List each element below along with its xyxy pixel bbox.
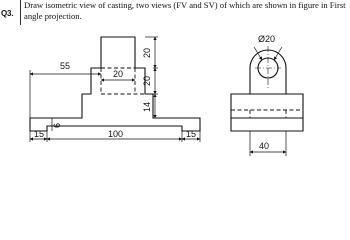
question-number: Q3. — [1, 9, 14, 18]
question-line-2: angle projection. — [24, 10, 82, 21]
dim-diameter-20: Ø20 — [258, 34, 276, 44]
dim-40: 40 — [259, 141, 270, 151]
dim-20-mid: 20 — [142, 75, 152, 86]
side-view-hidden-lines — [231, 110, 303, 118]
dim-15-left: 15 — [34, 129, 45, 139]
side-view — [231, 50, 303, 131]
front-view — [30, 37, 200, 131]
dim-20-top: 20 — [142, 47, 152, 58]
dim-55: 55 — [60, 61, 71, 71]
dim-20-step: 20 — [113, 69, 124, 79]
side-view-base-outline — [231, 94, 303, 131]
dim-14: 14 — [142, 101, 152, 112]
dim-6: 6 — [52, 122, 62, 128]
question-line-1: Draw isometric view of casting, two views (FV and SV) of which are shown in figure in First — [24, 0, 346, 10]
front-view-base-outline — [30, 37, 200, 131]
dim-15-right: 15 — [186, 129, 197, 139]
dim-100: 100 — [108, 129, 124, 139]
